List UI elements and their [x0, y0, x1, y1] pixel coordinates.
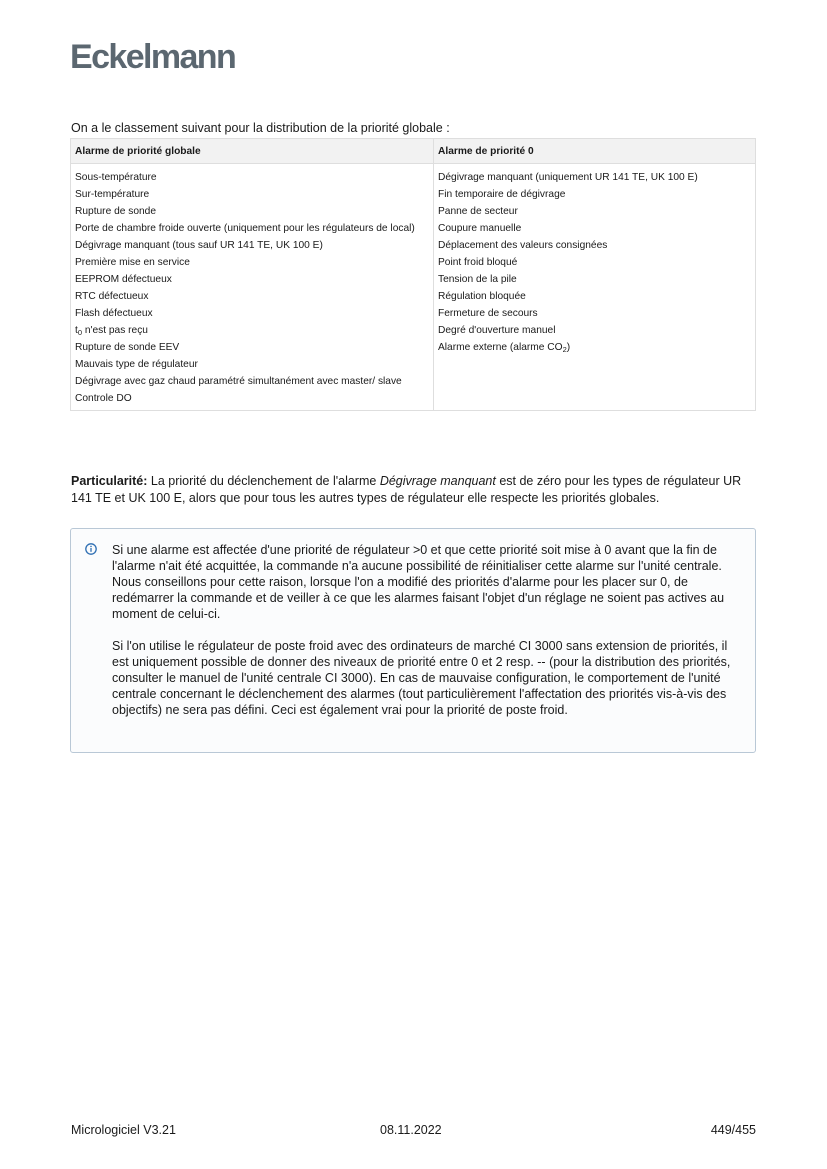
- alarm-item: Fermeture de secours: [438, 308, 538, 319]
- footer-page-number: 449/455: [710, 1123, 756, 1137]
- info-icon: [85, 543, 97, 555]
- alarm-item: Coupure manuelle: [438, 223, 522, 234]
- global-priority-alarm-list: [71, 164, 434, 411]
- alarm-item: Panne de secteur: [438, 206, 518, 217]
- column-header-priority-0: Alarme de priorité 0: [434, 139, 756, 164]
- alarm-item: Degré d'ouverture manuel: [438, 325, 556, 336]
- alarm-item: Tension de la pile: [438, 274, 517, 285]
- intro-text: On a le classement suivant pour la distribution de la priorité globale :: [71, 121, 450, 135]
- alarm-item: Alarme externe (alarme $CO_2$): [438, 342, 571, 354]
- note-label: Particularité:: [71, 474, 148, 488]
- priority-0-alarm-list: [434, 164, 756, 411]
- alarm-item: Mauvais type de régulateur: [75, 359, 198, 370]
- alarm-item: Rupture de sonde: [75, 206, 156, 217]
- priority-table: [70, 138, 756, 411]
- alarm-item: Controle DO: [75, 393, 132, 404]
- column-header-global: Alarme de priorité globale: [71, 139, 434, 164]
- alarm-item: EEPROM défectueux: [75, 274, 172, 285]
- particularity-note: [71, 473, 759, 506]
- eckelmann-logo: Eckelmann: [70, 38, 236, 76]
- alarm-item: RTC défectueux: [75, 291, 149, 302]
- alarm-item: Sous-température: [75, 172, 157, 183]
- alarm-item: Dégivrage manquant (tous sauf UR 141 TE, UK 100 E): [75, 240, 323, 251]
- alarm-item: Flash défectueux: [75, 308, 153, 319]
- alarm-item: Déplacement des valeurs consignées: [438, 240, 608, 251]
- note-text-after: est de zéro pour les types de régulateur UR 141 TE et UK 100 E, alors que pour tous les autres types de régulateur elle respecte les priorités globales.: [71, 474, 742, 505]
- alarm-item: Rupture de sonde EEV: [75, 342, 180, 353]
- alarm-item: Première mise en service: [75, 257, 190, 268]
- table-header-row: [71, 139, 756, 164]
- info-paragraph: Si l'on utilise le régulateur de poste froid avec des ordinateurs de marché CI 3000 sans extension de priorités, il est uniquement possible de donner des niveaux de priorité entre 0 et 2 resp. -- (pour la distribution des priorités, consulter le manuel de l'unité centrale CI 3000). En cas de mauvaise configuration, le comportement de l'unité centrale concernant le déclenchement des alarmes (tout particulièrement l'affectation des priorités vis-à-vis des objectifs) ne sera pas défini. Ceci est également vrai pour la priorité de poste froid.: [112, 639, 731, 717]
- info-paragraph: Si une alarme est affectée d'une priorité de régulateur >0 et que cette priorité soit mise à 0 avant que la fin de l'alarme n'ait été acquittée, la commande n'a aucune possibilité de réinitialiser cette alarme sur l'unité centrale. Nous conseillons pour cette raison, lorsque l'on a modifié des priorités d'alarme pour les placer sur 0, de redémarrer la commande et de veiller à ce que les alarmes faisant l'objet d'un réglage ne soient pas actives au moment de celui-ci.: [112, 543, 725, 621]
- note-text-before: La priorité du déclenchement de l'alarme: [147, 474, 380, 488]
- footer-date: 08.11.2022: [380, 1123, 442, 1137]
- alarm-item: Porte de chambre froide ouverte (uniquement pour les régulateurs de local): [75, 223, 415, 234]
- alarm-item: Sur-température: [75, 189, 150, 200]
- footer-firmware: Micrologiciel V3.21: [71, 1123, 176, 1137]
- alarm-item: Régulation bloquée: [438, 291, 526, 302]
- note-emphasis: Dégivrage manquant: [379, 474, 496, 488]
- info-box: [70, 528, 756, 753]
- table-row: [71, 164, 756, 411]
- alarm-item: Fin temporaire de dégivrage: [438, 189, 566, 200]
- alarm-item: Dégivrage avec gaz chaud paramétré simultanément avec master/ slave: [75, 376, 402, 387]
- alarm-item: Dégivrage manquant (uniquement UR 141 TE, UK 100 E): [438, 172, 698, 183]
- alarm-item: $t_0$ n'est pas reçu: [75, 325, 148, 337]
- alarm-item: Point froid bloqué: [438, 257, 518, 268]
